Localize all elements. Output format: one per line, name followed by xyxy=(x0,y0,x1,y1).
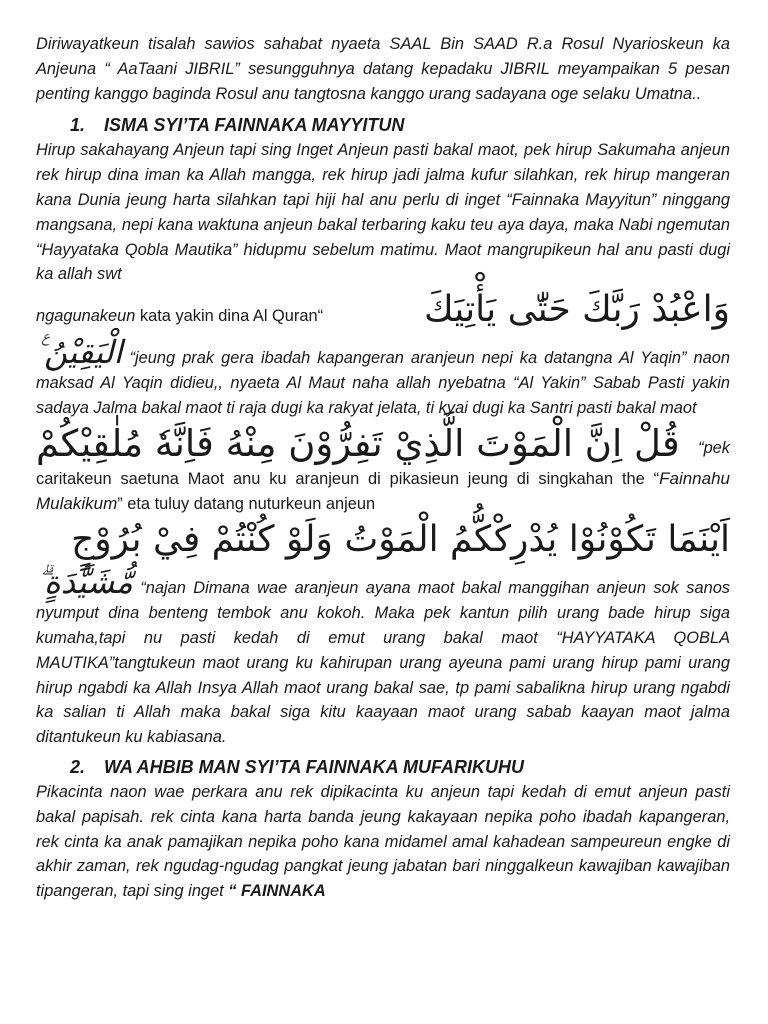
section-1-number: 1. xyxy=(70,115,86,136)
arabic-verse-3b: مُّشَيَّدَةٍ ۗ xyxy=(36,563,133,602)
section-2-paragraph-1 xyxy=(36,780,730,904)
section-2-number: 2. xyxy=(70,756,86,777)
arabic-verse-1a: وَاعْبُدْ رَبَّكَ حَتّٰى يَأْتِيَكَ xyxy=(423,289,730,331)
section-1-paragraph-1: Hirup sakahayang Anjeun tapi sing Inget Anjeun pasti bakal maot, pek hirup Sakumaha anjeun rek hirup dina iman ka Allah mangga, rek hirup jadi jalma kufur silahkan, rek hirup mangeran kana Dunia jeung harta silahkan tapi hiji hal anu perlu di inget “Fainnaka Mayyitun” ninggang mangsana, nepi kana waktuna anjeun bakal terbaring kaku teu aya daya, maka Nabi ngemutan “Hayyataka Qobla Mautika” hidupmu sebelum matimu. Maot mangrupikeun hal anu pasti dugi ka allah swt xyxy=(36,141,730,284)
section-1-paragraph-4-text: “najan Dimana wae aranjeun ayana maot bakal manggihan anjeun sok sanos nyumput dina benteng tembok anu kokoh. Maka pek kantun pilih urang bade hirup siga kumaha,tapi nu pasti kedah di emut urang bakal maot “HAYYATAKA QOBLA MAUTIKA”tangtukeun maot urang ku kahirupan urang ayeuna pami urang hirup pami urang hirup ngabdi ka Allah Insya Allah maot urang bakal sae, tp pami sabalikna hirup urang ngabdi ka salian ti Allah maka bakal siga kitu kaayaan maot urang sabab kaayan maot jalma ditantukeun ku kabiasana. xyxy=(36,579,731,747)
section-1-paragraph-3 xyxy=(36,467,730,517)
para-3-b: ” eta tuluy datang nuturkeun anjeun xyxy=(117,494,376,513)
verse-intro-plain: kata yakin dina Al Quran“ xyxy=(135,307,324,326)
section-2-paragraph-1-text: Pikacinta naon wae perkara anu rek dipikacinta ku anjeun tapi kedah di emut anjeun pasti bakal papisah. rek cinta kana harta banda jeung kakayaan nepika poho ibadah kapangeran, rek cinta ka anak pamajikan nepika poho kana midamel amal kahadean sampeureun engke di akhir zaman, rek ngudag-ngudag pangkat jeung jabatan bari ninggalkeun kawajiban kawajiban tipangeran, tapi sing inget xyxy=(36,782,730,901)
quran-verse-line-2 xyxy=(36,421,730,467)
section-2-paragraph-1-tail: “ FAINNAKA xyxy=(228,882,326,901)
verse-intro-text xyxy=(36,304,323,333)
quran-verse-line-3 xyxy=(36,516,730,564)
para-3-a: caritakeun saetuna Maot anu ku aranjeun di pikasieun jeung di singkahan the “ xyxy=(36,469,660,488)
section-2-heading xyxy=(70,754,730,780)
section-1-title: ISMA SYI’TA FAINNAKA MAYYITUN xyxy=(104,115,405,136)
quran-verse-line-1 xyxy=(36,287,730,333)
verse-intro-italic: ngagunakeun xyxy=(36,307,136,326)
section-2-title: WA AHBIB MAN SYI’TA FAINNAKA MUFARIKUHU xyxy=(104,756,524,777)
section-1-heading xyxy=(70,112,730,138)
section-1-paragraph-2-text: “jeung prak gera ibadah kapangeran aranjeun nepi ka datangna Al Yaqin” naon maksad Al Yaqin didieu,, nyaeta Al Maut naha allah nyebatna “Al Yakin” Sabab Pasti yakin sadaya Jalma bakal maot ti raja dugi ka rakyat jelata, ti kyai dugi ka Santri pasti bakal maot xyxy=(36,349,730,417)
para-3-italic: Fainnahu Mulakikum xyxy=(36,468,730,513)
section-1-paragraph-2 xyxy=(36,333,730,421)
section-1-paragraph-4 xyxy=(36,564,730,750)
arabic-verse-2: قُلْ اِنَّ الْمَوْتَ الَّذِيْ تَفِرُّوْنَ مِنْهُ فَاِنَّهٗ مُلٰقِيْكُمْ xyxy=(36,421,680,465)
arabic-verse-3: اَيْنَمَا تَكُوْنُوْا يُدْرِكْكُّمُ الْمَوْتُ وَلَوْ كُنْتُمْ فِيْ بُرُوْجٍ xyxy=(71,519,730,561)
verse-2-tail: “pek xyxy=(698,438,730,457)
intro-paragraph: Diriwayatkeun tisalah sawios sahabat nyaeta SAAL Bin SAAD R.a Rosul Nyarioskeun ka Anjeuna “ AaTaani JIBRIL” sesungguhnya datang kepadaku JIBRIL meyampaikan 5 pesan penting kanggo baginda Rosul anu tangtosna kanggo urang sadayana oge selaku Umatna.. xyxy=(36,35,730,103)
arabic-verse-1b: الْيَقِيْنُ ࣖ xyxy=(36,333,123,372)
